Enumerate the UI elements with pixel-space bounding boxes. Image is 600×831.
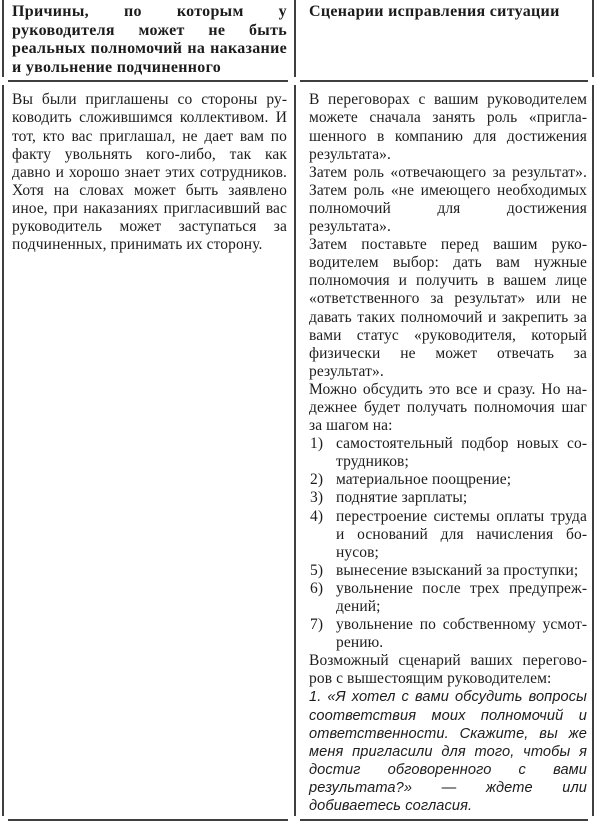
list-item [309,508,587,562]
left-column-header: Причины, по которым у руководителя может не быть реальных полномочий на наказание и увольнение подчиненного [12,3,287,76]
bottom-margin [2,824,594,831]
list-item [309,489,587,507]
list-item-number: 2) [310,471,324,489]
table-header-row [2,0,594,77]
list-item [309,562,587,580]
header-rule-right [300,80,588,82]
list-item-text: увольнение по собственному усмотрению. [336,616,587,652]
header-cell-left [2,0,294,77]
right-paragraph-4: Можно обсудить это все и сразу. Но надежнее будет получать полномочия шаг за шагом на: [309,380,587,435]
right-column-header: Сценарии исправления ситуации [309,3,560,20]
list-item [309,616,587,652]
header-rule-left [8,80,288,82]
right-paragraph-2: Затем роль «отвечающего за результат». Затем роль «не имеющего необходимых полномочий для достижения результата». [309,163,587,236]
bottom-rule-left [8,819,288,821]
list-item [309,580,587,616]
list-item-number: 1) [310,435,324,453]
body-cell-right [294,85,594,816]
scenario-intro-paragraph: Возможный сценарий ваших переговоров с вышестоящим руководителем: [309,652,587,688]
numbered-list [309,435,587,652]
list-item-text: увольнение после трех предупреждений; [336,579,587,615]
list-item-number: 5) [310,561,324,579]
right-paragraph-1: В переговорах с вашим руководителем можете сначала занять роль «приглашенного в компанию для достижения результата». [309,91,587,163]
body-cell-left [2,85,294,816]
table-body-row [2,85,594,816]
list-item-text: самостоятельный подбор новых сотрудников; [336,435,587,471]
list-item-text: поднятие зарплаты; [336,489,468,507]
scenario-quote-paragraph: 1. «Я хотел с вами обсудить вопросы соответствия моих полномочий и ответственности. Скажите, вы же меня пригласили для того, чтобы я достиг обговоренного с вами результата?» — ждете или добиваетесь согласия. [309,689,587,815]
bottom-divider-row [2,816,594,824]
list-item [309,435,587,471]
list-item [309,471,587,489]
list-item-number: 3) [310,489,324,507]
list-item-text: перестроение системы оплаты труда и оснований для начисления бонусов; [336,507,587,561]
list-item-number: 7) [310,616,324,634]
bottom-rule-right [300,819,588,821]
left-body-paragraph: Вы были приглашены со стороны руководить сложившимся коллективом. И тот, кто вас приглашал, не дает вам по факту увольнять кого-либо, так как давно и хорошо знает этих сотрудников. Хотя на словах может быть заявлено иное, при наказаниях пригласивший вас руководитель может заступаться за подчиненных, принимать их сторону. [12,91,287,254]
list-item-text: вынесение взысканий за проступки; [336,561,579,579]
header-divider-row [2,77,594,85]
list-item-text: материальное поощрение; [336,471,512,489]
comparison-table [2,0,594,831]
header-cell-right [294,0,594,77]
list-item-number: 6) [310,579,324,597]
right-paragraph-3: Затем поставьте перед вашим руководителем выбор: дать вам нужные полномочия и получить в вашем лице «ответственного за результат» или не давать таких полномочий и закрепить за вами статус «руководителя, который физически не может отвечать за результат». [309,236,587,380]
list-item-number: 4) [310,507,324,525]
